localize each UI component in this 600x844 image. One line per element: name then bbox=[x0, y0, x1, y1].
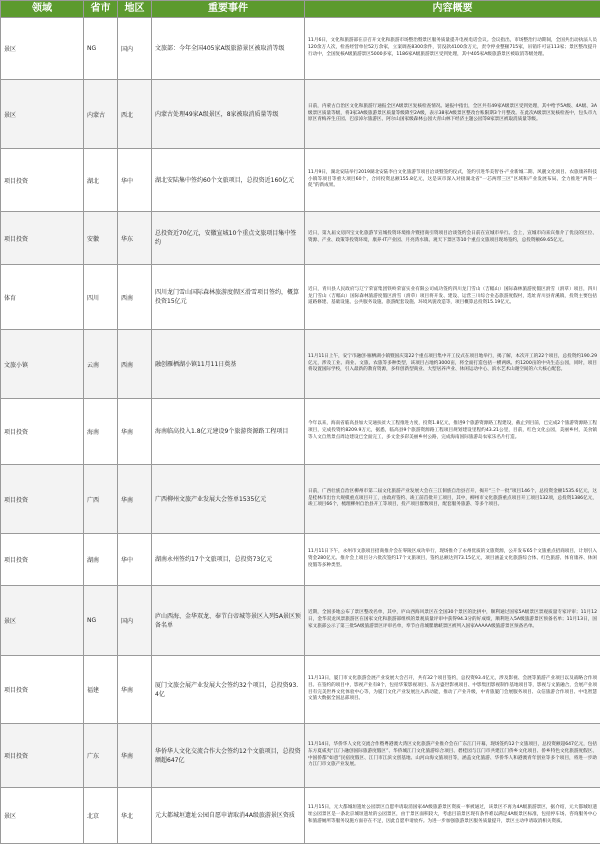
row-region-text: 华中 bbox=[121, 178, 133, 185]
row-region bbox=[118, 586, 152, 656]
row-summary-text: 今年以来，海南省临高县加大交通扶贫大工程推进力度，投资1.8亿元，推进9个旅游资源路工程建设，截止到目前，已完成2个旅游资源路工程项目，完成投资约8209.9万元，据悉，临高县9个旅游资源路工程项目规划建设里程约43.21公里，目前，红色文化公园，美丽乡村，美食镇等人文自然景点周边建设已全面完工，多文金多彩美丽乡村公路，完成海南国际旅游岛农家乐名片打造。 bbox=[308, 421, 597, 442]
row-province bbox=[84, 212, 118, 265]
row-province bbox=[84, 465, 118, 534]
row-field bbox=[1, 18, 84, 80]
row-field bbox=[1, 465, 84, 534]
row-summary-text: 11月14日，华侨华人文化交流合作暨粤港澳大湾区文化旅游产业推介会在广东江门开幕，现场签约12个文旅项目，总投资额超647亿元，包括东方夏威夷“江门·融创国际旅游度假区”、华侨城江门文化旅游综合项目、碧桂园与江门市共建江门侨乡文化项目、侨乡特色文化旅游度假区、中国侨都“如意”民宿度假区、江门市江滨文创基地、山河山海文旅项目等，涵盖文化旅游、华侨华人和港澳青年创业等多个项目，将进一步助力江门市文旅产业发展。 bbox=[308, 742, 597, 770]
row-region bbox=[118, 788, 152, 844]
row-region-text: 华南 bbox=[121, 753, 133, 760]
table-header-row bbox=[1, 1, 600, 18]
table-row bbox=[1, 18, 600, 80]
table-row bbox=[1, 465, 600, 534]
row-field bbox=[1, 149, 84, 212]
row-region-text: 华南 bbox=[121, 429, 133, 436]
row-province-text: NG bbox=[87, 45, 96, 52]
row-province-text: 四川 bbox=[87, 295, 99, 302]
table-row bbox=[1, 586, 600, 656]
row-field-text: 项目投资 bbox=[4, 236, 28, 243]
row-province bbox=[84, 656, 118, 724]
header-region: 地区 bbox=[118, 1, 152, 18]
row-region bbox=[118, 212, 152, 265]
row-summary bbox=[305, 265, 600, 330]
row-region bbox=[118, 656, 152, 724]
row-province bbox=[84, 330, 118, 399]
row-field-text: 项目投资 bbox=[4, 557, 28, 564]
table-row bbox=[1, 534, 600, 586]
row-province bbox=[84, 788, 118, 844]
row-region-text: 华中 bbox=[121, 557, 133, 564]
row-event-text: 总投资近70亿元，安徽宣城10个重点文旅项目集中签约 bbox=[155, 229, 301, 247]
row-region-text: 华东 bbox=[121, 236, 133, 243]
row-region-text: 西南 bbox=[121, 295, 133, 302]
row-field-text: 景区 bbox=[4, 618, 16, 625]
row-event-text: 融创雁栖湖小镇11月11日奠基 bbox=[155, 360, 301, 369]
row-summary bbox=[305, 18, 600, 80]
row-event bbox=[152, 18, 305, 80]
row-event-text: 厦门文旅会展产业发展大会签约32个项目，总投资93.4亿 bbox=[155, 681, 301, 699]
row-field-text: 景区 bbox=[4, 112, 16, 119]
row-summary bbox=[305, 80, 600, 149]
row-region bbox=[118, 149, 152, 212]
table-row bbox=[1, 80, 600, 149]
row-field bbox=[1, 80, 84, 149]
row-summary-text: 日前，广西壮族自治区柳州市第二届文化旅游产业发展大会在三江侗族自治县召开，揭开“三个一批”项目146个，总投资金额1535.6亿元，这是桂林市出台大规模重点项目开工，由政府签约、竣工前首批开工项目，其中，柳州市文化旅游重点项目开工项目132项，总投资1386亿元，竣工项目66个，梳理柳州自治县开工等项目，投产项目群数项目，配套服务旅游、等多个项目。 bbox=[308, 489, 597, 510]
row-event bbox=[152, 656, 305, 724]
row-summary-text: 近日，第九届文房四宝文化旅游节宣城投资环境推介暨招商引资项目洽谈签约会日前在宣城市举行。会上，宣城市向来宾推介了优良的区位、资源、产业、政策等投资环境，康养·IT产业园、月亮湾水镇、观天下景区等10个重点文旅项目现场签约，总投资额69.65亿元。 bbox=[308, 231, 597, 245]
row-event-text: 文旅部：今年全国405家A级旅游景区被取消等级 bbox=[155, 44, 301, 53]
row-summary bbox=[305, 330, 600, 399]
row-event bbox=[152, 724, 305, 788]
row-region bbox=[118, 399, 152, 465]
row-field bbox=[1, 724, 84, 788]
row-province-text: 云南 bbox=[87, 362, 99, 369]
table-row bbox=[1, 788, 600, 844]
row-region-text: 西南 bbox=[121, 362, 133, 369]
row-province-text: 北京 bbox=[87, 813, 99, 820]
row-province bbox=[84, 534, 118, 586]
row-region bbox=[118, 18, 152, 80]
row-region-text: 华北 bbox=[121, 813, 133, 820]
row-summary-text: 日前，内蒙古自治区文化和旅游厅通报全区A级景区复核检查情况。通报中指出，全区共有49家A级景区受到处理，其中给予5A级、4A级、3A级景区质量等级，将3家3A级旅游景区质量等级降至2A级，表示38家A级景区整改台账限期3个月整改。在此次A级景区复核检查中，包头市九原区青梅养生庄园、巴彦淖尔旅游区、阿尔山国家级森林公园大青山林下经济主题公园等8家景区被取消质量等级。 bbox=[308, 104, 597, 125]
row-field bbox=[1, 212, 84, 265]
row-field-text: 项目投资 bbox=[4, 687, 28, 694]
row-summary bbox=[305, 212, 600, 265]
row-region bbox=[118, 724, 152, 788]
row-region bbox=[118, 534, 152, 586]
row-region bbox=[118, 330, 152, 399]
row-summary-text: 11月13日，厦门市文化旅游会展产业发展大会召开，共有32个项目签约，总投资93.4亿元，涉及影视、会展等旅游产业项目以及战略合作项目。在签约的项目中，影视产业有8个，包括华策影视项目、东方盛世影视项目、中影集团影视制作基地项目等，影视与文旅融合，会展产业项目有完美世界文化体验中心等，为厦门文化产业发展注入新动能，推动了产业升级，中青旅厦门会展服务项目、众信旅游合作项目、中电智慧文旅大数据全国总部项目。 bbox=[308, 676, 597, 704]
row-summary bbox=[305, 724, 600, 788]
row-summary-text: 11月11日下午，永州市文旅项目招商推介会在零陵区成功举行，现场推介了永州优质的文旅资源，公开发布65个文旅重点招商项目，计划引入资金280亿元。推介会上项目分六批次签约17个文旅项目，签约总额达到73.15亿元，项目涵盖文化旅游综合体、红色旅游、体育康养、休闲度假等多种类型。 bbox=[308, 549, 597, 570]
row-region bbox=[118, 465, 152, 534]
header-summary: 内容概要 bbox=[305, 1, 600, 18]
row-province bbox=[84, 265, 118, 330]
row-field bbox=[1, 586, 84, 656]
row-field-text: 景区 bbox=[4, 46, 16, 53]
row-summary-text: 11月15日，元大都城垣遗址公园景区自愿申请取消国家4A级旅游景区资质一事被通过，该景区不再为4A级旅游景区，据介绍，元大都城垣遗址公园景区是一条北京城垣遗址的公园景区，由于景区面积较大，考虑目前景区现有条件难以满足4A级景区标准，包括停车场、咨询服务中心和旅游厕所等服务设施方面存在不足，因此自愿申请放弃。为进一步加强旅游景区服务质量提升，景区主动申请取消相关资质。 bbox=[308, 805, 597, 826]
row-field-text: 文旅小镇 bbox=[4, 362, 28, 369]
row-field-text: 景区 bbox=[4, 813, 16, 820]
row-province-text: 福建 bbox=[87, 687, 99, 694]
row-event bbox=[152, 788, 305, 844]
row-field bbox=[1, 656, 84, 724]
row-region-text: 国内 bbox=[121, 46, 133, 53]
table-row bbox=[1, 149, 600, 212]
row-field bbox=[1, 534, 84, 586]
table-row bbox=[1, 399, 600, 465]
row-region bbox=[118, 80, 152, 149]
row-event bbox=[152, 265, 305, 330]
row-event bbox=[152, 80, 305, 149]
row-region-text: 西北 bbox=[121, 112, 133, 119]
row-field bbox=[1, 265, 84, 330]
row-summary-text: 11月6日，文化和旅游部在京召开文化和旅游市场整治暨景区服务质量提升电视电话会议。会议指出，市场整治行动期间，全国共出动执法人员120余万人次，检查经营单位52万余家，立案调查8300余件，罚没款4100余万元，责令停业整顿715家，吊销许可证113家；景区整改提升行动中，全国复核A级旅游景区5000多家，1186家A级旅游景区受到处理，其中405家A级旅游景区被取消等级处理。 bbox=[308, 38, 597, 59]
row-region-text: 国内 bbox=[121, 618, 133, 625]
row-event-text: 四川龙门雪山国际森林旅游度假区滑雪项目签约，概算投资15亿元 bbox=[155, 288, 301, 306]
row-province-text: NG bbox=[87, 617, 96, 624]
row-field bbox=[1, 788, 84, 844]
row-province bbox=[84, 399, 118, 465]
row-province-text: 海南 bbox=[87, 429, 99, 436]
row-region-text: 华南 bbox=[121, 497, 133, 504]
row-event-text: 内蒙古处理49家A级景区，8家被取消质量等级 bbox=[155, 110, 301, 119]
row-summary bbox=[305, 586, 600, 656]
table-row bbox=[1, 265, 600, 330]
row-province-text: 广西 bbox=[87, 497, 99, 504]
row-event bbox=[152, 586, 305, 656]
row-province bbox=[84, 18, 118, 80]
row-province-text: 广东 bbox=[87, 753, 99, 760]
row-field-text: 项目投资 bbox=[4, 429, 28, 436]
row-province-text: 湖南 bbox=[87, 557, 99, 564]
table-row bbox=[1, 330, 600, 399]
row-province bbox=[84, 149, 118, 212]
table-row bbox=[1, 724, 600, 788]
row-event bbox=[152, 534, 305, 586]
row-field-text: 项目投资 bbox=[4, 753, 28, 760]
row-event bbox=[152, 149, 305, 212]
header-event: 重要事件 bbox=[152, 1, 305, 18]
row-province bbox=[84, 586, 118, 656]
row-summary bbox=[305, 534, 600, 586]
row-field-text: 项目投资 bbox=[4, 178, 28, 185]
row-province-text: 内蒙古 bbox=[87, 112, 105, 119]
row-event-text: 湖北安陆集中签约60个文旅项目，总投资近160亿元 bbox=[155, 176, 301, 185]
row-summary bbox=[305, 656, 600, 724]
row-field bbox=[1, 399, 84, 465]
row-event bbox=[152, 399, 305, 465]
row-event-text: 湖南永州签约17个文旅项目，总投资73亿元 bbox=[155, 555, 301, 564]
row-field-text: 体育 bbox=[4, 295, 16, 302]
row-summary bbox=[305, 149, 600, 212]
row-province-text: 湖北 bbox=[87, 178, 99, 185]
row-summary bbox=[305, 465, 600, 534]
row-event-text: 元大都城垣遗址公园自愿申请取消4A级旅游景区资质 bbox=[155, 811, 301, 820]
row-province-text: 安徽 bbox=[87, 236, 99, 243]
row-event-text: 庐山西海、金华双龙、奉节白帝城等景区入列5A景区预备名单 bbox=[155, 612, 301, 630]
row-field-text: 项目投资 bbox=[4, 497, 28, 504]
row-summary-text: 11月11日上午，安宁市融创·雁栖湖小镇暨国庆第22个重点项目集中开工仪式在项目地举行，揭了解，本次开工的22个项目，总投资约190.29亿元，涉及工业、商业、文旅、农旅等多种类型，该项目占地约3000亩，将全面打造包括一横两纵、约1200亩的中央生态公园，同时，项目将设置国际学校，引入最新的教育资源，多样创新型商业、大型居养声业、休闲运动中心、滨水艺术山谢空间的六大核心配套。 bbox=[308, 354, 597, 375]
row-province bbox=[84, 80, 118, 149]
header-province: 省市 bbox=[84, 1, 118, 18]
row-province bbox=[84, 724, 118, 788]
row-summary-text: 近日，青川县人民政府与辽宁荣富集团铁岭荣富实业有限公司成功签约四川龙门雪山（吉幅山）国际森林旅游度假区滑雪（滑草）项目，四川龙门雪山（吉幅山）国际森林旅游度假区滑雪（滑草）项目将开发、建设、运营三川综合业态旅游度假村，选址青川县青溪镇，投资主要包括道路修建、基础设施、公共服务设施、旅游配套设施、环境风貌改造等，项目概算总投资15.19亿元。 bbox=[308, 287, 597, 308]
row-summary bbox=[305, 788, 600, 844]
row-event-text: 海南临高投入1.8亿元建设9个旅游资源路工程项目 bbox=[155, 427, 301, 436]
row-region bbox=[118, 265, 152, 330]
row-event bbox=[152, 330, 305, 399]
row-summary-text: 近期，全国多地公布了景区整改名单，其中，庐山西海风景区在全国30个景区的比拼中，顺利通过国家5A级景区景观质量专家评审；11月12日，金华双龙风景旅游区在国家文化和旅游部组织的景观质量评审中获得94.3分的好成绩，顺利进入5A级旅游景区预备名单；11月13日，国家文旅部公示了第三批5A级旅游景区评审名单，奉节白帝城瞿塘峡景区被列入国家AAAAA级旅游景区预备名单。 bbox=[308, 610, 597, 631]
row-event-text: 广西柳州文旅产业发展大会签单1535亿元 bbox=[155, 495, 301, 504]
row-region-text: 华南 bbox=[121, 687, 133, 694]
row-summary bbox=[305, 399, 600, 465]
header-field: 领域 bbox=[1, 1, 84, 18]
row-summary-text: 11月9日，湖北安陆举行2019湖北安陆李白文化旅游节项目洽谈暨签约仪式，签约引进华美智谷·产业新城二期、风靓文化项目、农旅康养科技小镇等项目等重大项目60个，合同投资总额155.8亿元，这是该市深入对接湖北省“一芯两带三区”区域和产业发展布局、全力推进“两资一促”的新成果。 bbox=[308, 170, 597, 191]
table-row bbox=[1, 656, 600, 724]
row-event-text: 华侨华人文化交流合作大会签约12个文旅项目，总投资额超647亿 bbox=[155, 747, 301, 765]
table-row bbox=[1, 212, 600, 265]
row-field bbox=[1, 330, 84, 399]
row-event bbox=[152, 212, 305, 265]
row-event bbox=[152, 465, 305, 534]
